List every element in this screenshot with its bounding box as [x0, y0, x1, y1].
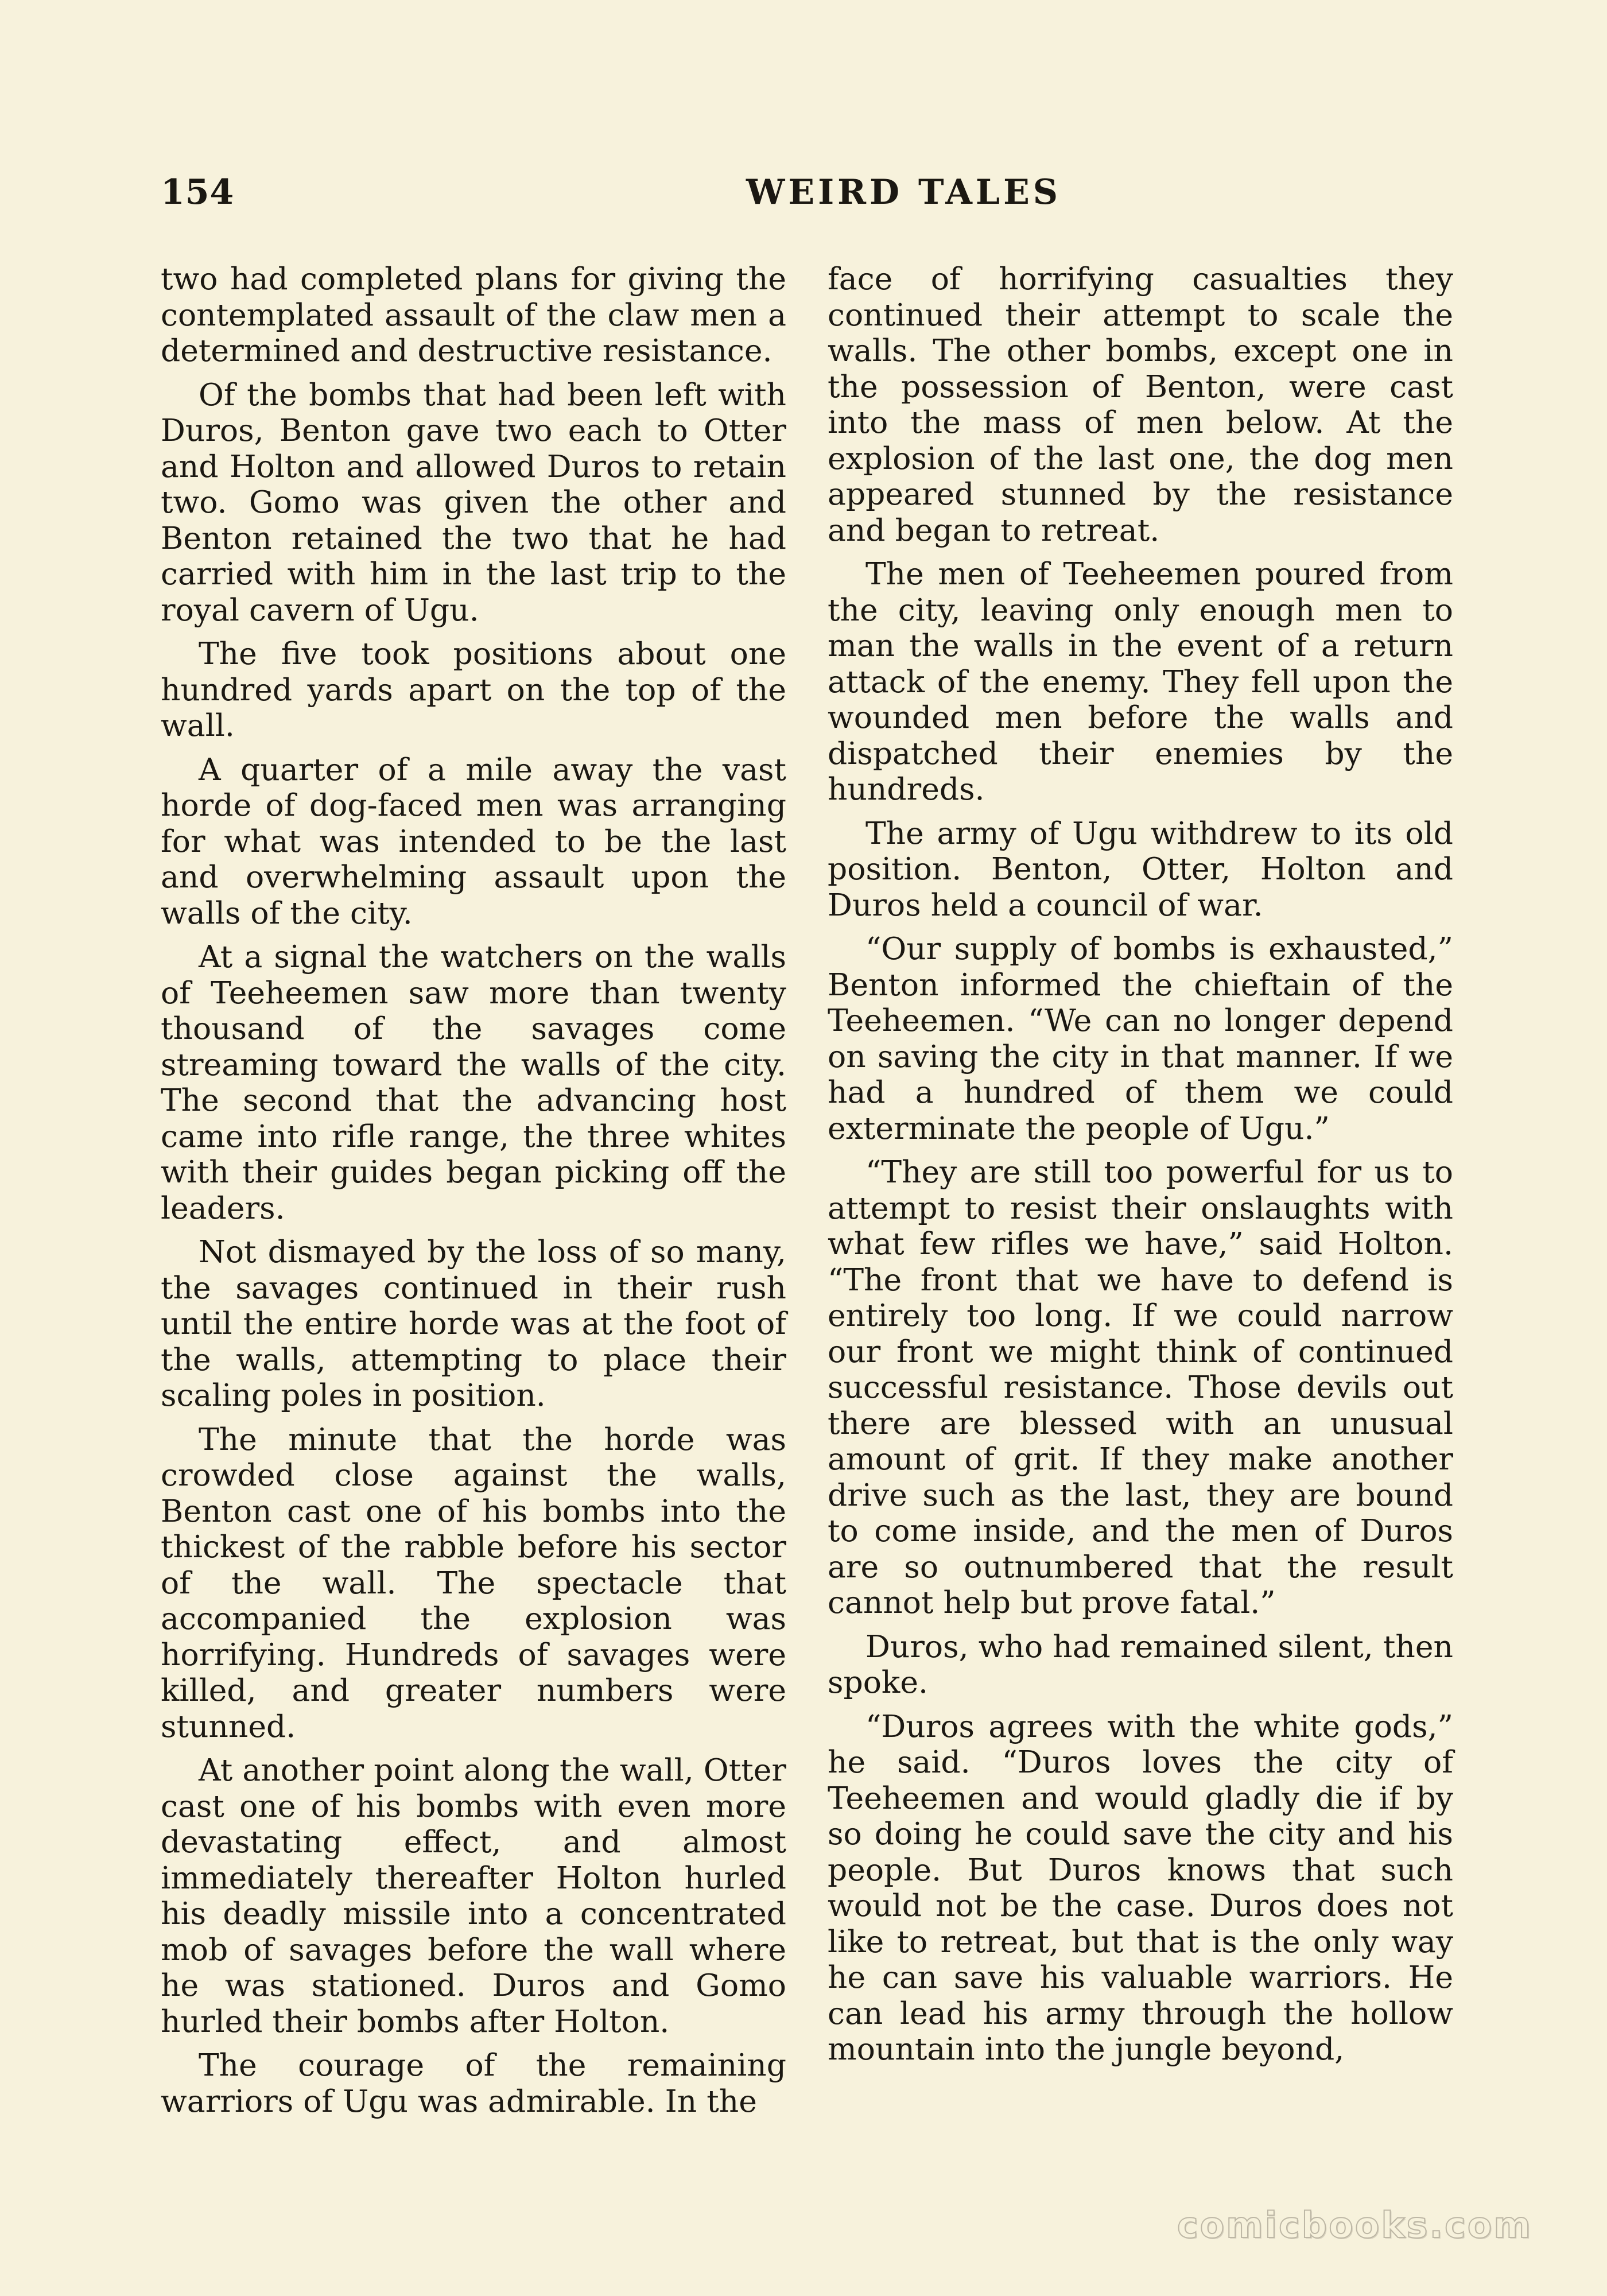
- paragraph: At another point along the wall, Otter cast one of his bombs with even more devastating effect, and almost immediately thereafter Holton hurled his deadly missile into a concentrated mob of savages before the wall where he was stationed. Duros and Gomo hurled their bombs after Holton.: [161, 1752, 786, 2039]
- paragraph: “Our supply of bombs is exhausted,” Benton informed the chieftain of the Teeheemen. “We can no longer depend on saving the city in that manner. If we had a hundred of them we could exterminate the people of Ugu.”: [828, 930, 1453, 1146]
- paragraph: “They are still too powerful for us to attempt to resist their onslaughts with what few rifles we have,” said Holton. “The front that we have to defend is entirely too long. If we could narrow our front we might think of continued successful resistance. Those devils out there are blessed with an unusual amount of grit. If they make another drive such as the last, they are bound to come inside, and the men of Duros are so outnumbered that the result cannot help but prove fatal.”: [828, 1154, 1453, 1620]
- paragraph: The minute that the horde was crowded close against the walls, Benton cast one of his bombs into the thickest of the rabble before his sector of the wall. The spectacle that accompanied the explosion was horrifying. Hundreds of savages were killed, and greater numbers were stunned.: [161, 1421, 786, 1744]
- watermark: comicbooks.com: [1177, 2204, 1532, 2246]
- paragraph: The army of Ugu withdrew to its old position. Benton, Otter, Holton and Duros held a council of war.: [828, 815, 1453, 923]
- paragraph: A quarter of a mile away the vast horde of dog-faced men was arranging for what was intended to be the last and overwhelming assault upon the walls of the city.: [161, 751, 786, 931]
- paragraph: Duros, who had remained silent, then spoke.: [828, 1628, 1453, 1700]
- page-header: [161, 172, 1446, 230]
- right-column: [828, 261, 1453, 2076]
- paragraph: Of the bombs that had been left with Duros, Benton gave two each to Otter and Holton and allowed Duros to retain two. Gomo was given the other and Benton retained the two that he had carried with him in the last trip to the royal cavern of Ugu.: [161, 376, 786, 628]
- running-head: WEIRD TALES: [746, 172, 1062, 212]
- paragraph: two had completed plans for giving the contemplated assault of the claw men a determined and destructive resistance.: [161, 261, 786, 369]
- paragraph: “Duros agrees with the white gods,” he said. “Duros loves the city of Teeheemen and would gladly die if by so doing he could save the city and his people. But Duros knows that such would not be the case. Duros does not like to retreat, but that is the only way he can save his valuable warriors. He can lead his army through the hollow mountain into the jungle beyond,: [828, 1708, 1453, 2067]
- paragraph: The courage of the remaining warriors of Ugu was admirable. In the: [161, 2047, 786, 2119]
- paragraph: The men of Teeheemen poured from the city, leaving only enough men to man the walls in the event of a return attack of the enemy. They fell upon the wounded men before the walls and dispatched their enemies by the hundreds.: [828, 556, 1453, 807]
- left-column: [161, 261, 786, 2127]
- paragraph: Not dismayed by the loss of so many, the savages continued in their rush until the entire horde was at the foot of the walls, attempting to place their scaling poles in position.: [161, 1234, 786, 1413]
- page-number: 154: [161, 172, 235, 212]
- paragraph: The five took positions about one hundred yards apart on the top of the wall.: [161, 635, 786, 743]
- paragraph: At a signal the watchers on the walls of Teeheemen saw more than twenty thousand of the savages come streaming toward the walls of the city. The second that the advancing host came into rifle range, the three whites with their guides began picking off the leaders.: [161, 938, 786, 1226]
- paragraph: face of horrifying casualties they continued their attempt to scale the walls. The other bombs, except one in the possession of Benton, were cast into the mass of men below. At the explosion of the last one, the dog men appeared stunned by the resistance and began to retreat.: [828, 261, 1453, 548]
